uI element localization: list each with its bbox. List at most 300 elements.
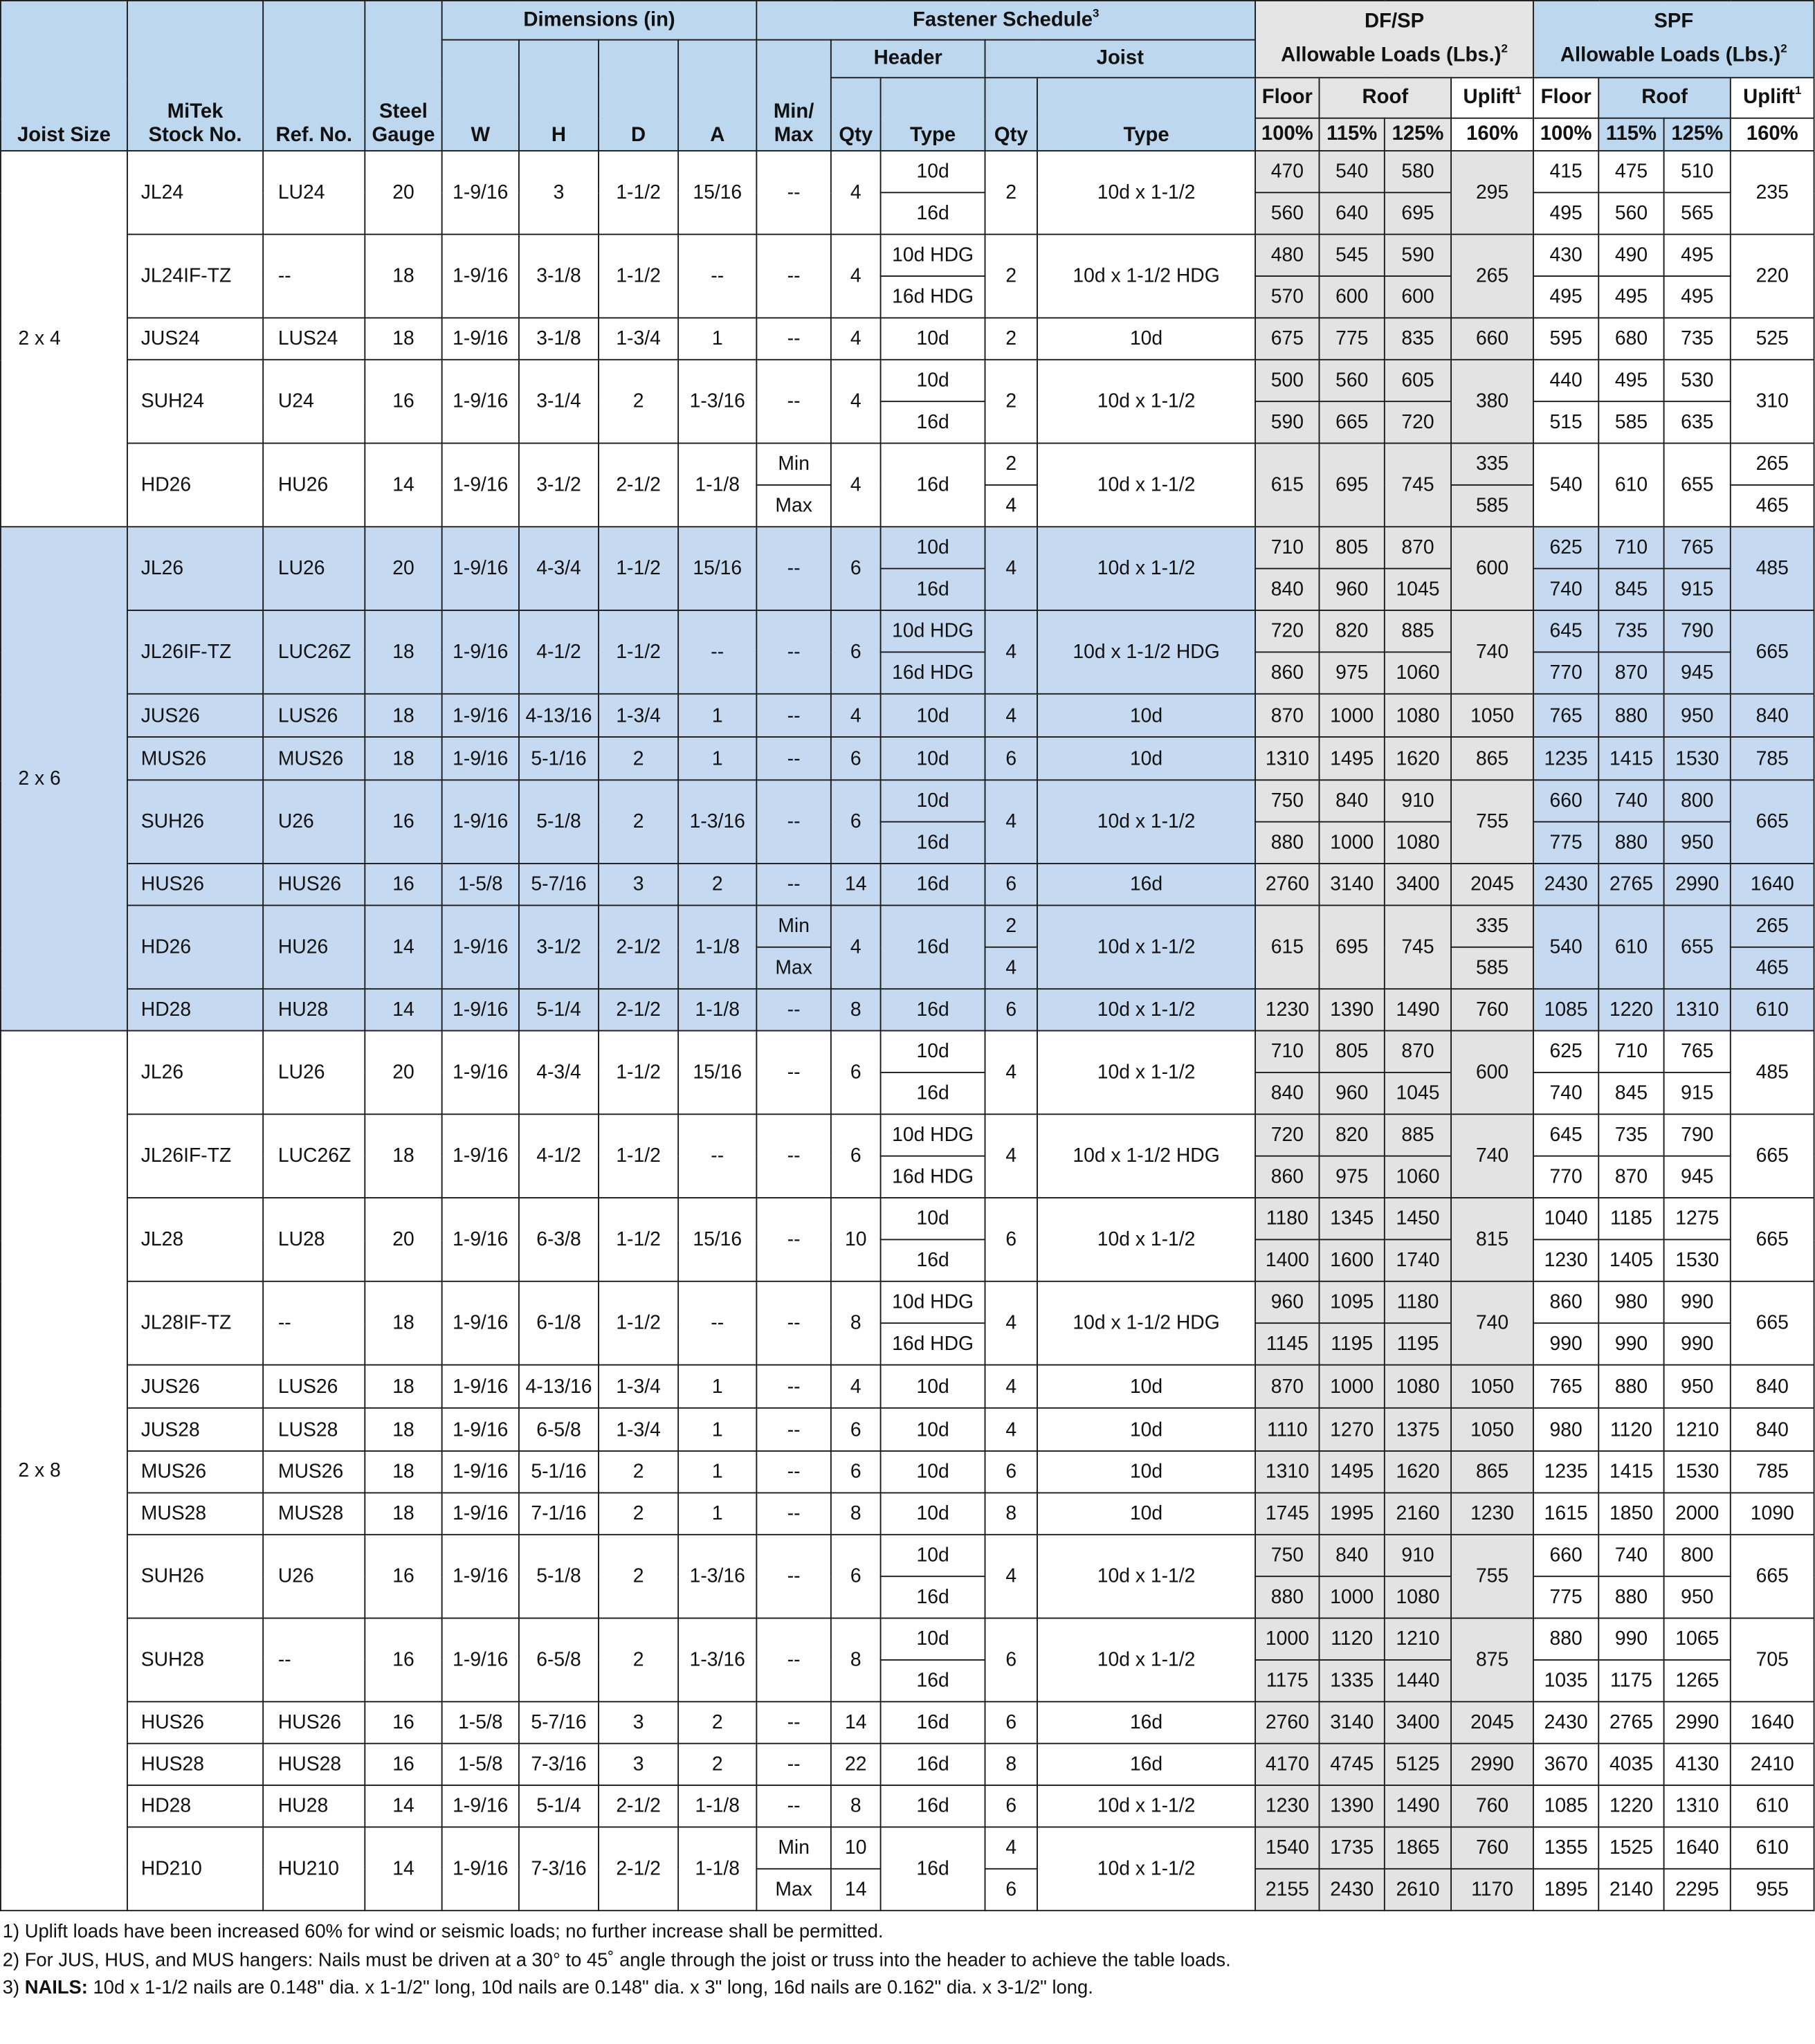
cell-spf-roof-115: 2765 [1598, 1701, 1663, 1743]
cell-dfsp-floor-100: 2760 [1255, 864, 1319, 905]
cell-spf-roof-115: 2765 [1598, 864, 1663, 905]
spf-roof-125: 125% [1664, 118, 1731, 151]
cell-a: 15/16 [678, 151, 756, 235]
cell-spf-roof-115: 990 [1598, 1323, 1663, 1365]
cell-dfsp-roof-125: 1375 [1385, 1408, 1451, 1451]
cell-spf-roof-115: 1415 [1598, 1451, 1663, 1493]
cell-spf-roof-115: 870 [1598, 652, 1663, 693]
table-row [1, 1198, 1814, 1239]
cell-h: 3-1/2 [519, 905, 599, 989]
cell-spf-roof-115: 710 [1598, 1031, 1663, 1073]
fastener-header-group: Header [831, 40, 985, 78]
cell-joist-qty: 6 [985, 989, 1037, 1030]
cell-joist-type: 10d x 1-1/2 [1037, 989, 1255, 1030]
cell-min-max: Max [756, 947, 831, 989]
cell-spf-roof-125: 655 [1664, 444, 1731, 527]
cell-ref-no: HU210 [263, 1827, 365, 1910]
cell-a: 1 [678, 694, 756, 737]
cell-joist-qty: 4 [985, 610, 1037, 694]
cell-spf-roof-125: 510 [1664, 151, 1731, 192]
cell-dfsp-roof-115: 1335 [1320, 1660, 1385, 1701]
cell-d: 3 [599, 1744, 678, 1785]
cell-dfsp-uplift-160: 600 [1451, 527, 1533, 610]
cell-spf-roof-115: 4035 [1598, 1744, 1663, 1785]
cell-spf-roof-115: 870 [1598, 1156, 1663, 1198]
cell-spf-floor-100: 1615 [1533, 1493, 1598, 1534]
cell-joist-type: 10d [1037, 1365, 1255, 1408]
cell-spf-floor-100: 540 [1533, 905, 1598, 989]
cell-spf-floor-100: 1235 [1533, 737, 1598, 780]
cell-a: 2 [678, 1701, 756, 1743]
col-header-qty: Qty [831, 77, 881, 151]
cell-joist-type: 10d x 1-1/2 HDG [1037, 610, 1255, 694]
cell-h: 5-1/4 [519, 1785, 599, 1827]
cell-a: 15/16 [678, 1198, 756, 1281]
cell-d: 1-1/2 [599, 151, 678, 235]
cell-ref-no: LUS26 [263, 694, 365, 737]
cell-dfsp-roof-115: 975 [1320, 652, 1385, 693]
cell-header-type: 10d [881, 318, 985, 359]
cell-min-max: -- [756, 1281, 831, 1365]
dfsp-roof-125: 125% [1385, 118, 1451, 151]
cell-steel-gauge: 18 [365, 1493, 441, 1534]
cell-spf-floor-100: 2430 [1533, 864, 1598, 905]
cell-steel-gauge: 18 [365, 1451, 441, 1493]
cell-spf-floor-100: 980 [1533, 1408, 1598, 1451]
cell-spf-floor-100: 775 [1533, 822, 1598, 864]
cell-h: 4-3/4 [519, 527, 599, 610]
cell-spf-floor-100: 3670 [1533, 1744, 1598, 1785]
table-row [1, 444, 1814, 485]
cell-dfsp-roof-115: 820 [1320, 1114, 1385, 1156]
table-row [1, 235, 1814, 276]
cell-joist-type: 10d x 1-1/2 [1037, 527, 1255, 610]
cell-w: 1-9/16 [442, 610, 519, 694]
cell-min-max: Max [756, 1869, 831, 1910]
cell-dfsp-floor-100: 870 [1255, 694, 1319, 737]
cell-ref-no: LU26 [263, 1031, 365, 1115]
cell-header-type: 10d [881, 1451, 985, 1493]
cell-stock-no: JL24 [127, 151, 263, 235]
cell-spf-floor-100: 990 [1533, 1323, 1598, 1365]
cell-dfsp-uplift-160: 265 [1451, 235, 1533, 318]
cell-joist-type: 10d [1037, 737, 1255, 780]
cell-a: 2 [678, 864, 756, 905]
cell-stock-no: SUH24 [127, 360, 263, 444]
cell-dfsp-uplift-160: 875 [1451, 1618, 1533, 1702]
cell-spf-floor-100: 660 [1533, 1535, 1598, 1576]
cell-joist-type: 16d [1037, 1701, 1255, 1743]
cell-spf-uplift-160: 465 [1731, 485, 1814, 527]
cell-steel-gauge: 18 [365, 235, 441, 318]
footnote-3-prefix: 3) [2, 1978, 25, 1999]
cell-spf-floor-100: 660 [1533, 780, 1598, 821]
cell-ref-no: -- [263, 235, 365, 318]
cell-dfsp-uplift-160: 760 [1451, 989, 1533, 1030]
cell-steel-gauge: 20 [365, 1031, 441, 1115]
cell-joist-qty: 6 [985, 1701, 1037, 1743]
table-body [1, 151, 1814, 1910]
cell-h: 5-1/8 [519, 780, 599, 864]
cell-header-type: 10d [881, 1493, 985, 1534]
cell-joist-qty: 6 [985, 1785, 1037, 1827]
cell-ref-no: -- [263, 1618, 365, 1702]
cell-d: 2 [599, 1451, 678, 1493]
cell-d: 3 [599, 864, 678, 905]
cell-header-qty: 10 [831, 1198, 881, 1281]
steel-gauge-line1: Steel [379, 100, 428, 123]
cell-steel-gauge: 18 [365, 318, 441, 359]
cell-spf-floor-100: 1085 [1533, 1785, 1598, 1827]
cell-header-type: 16d [881, 569, 985, 610]
cell-joist-type: 10d x 1-1/2 [1037, 1785, 1255, 1827]
steel-gauge-line2: Gauge [372, 124, 435, 147]
cell-spf-roof-125: 495 [1664, 276, 1731, 318]
cell-w: 1-9/16 [442, 737, 519, 780]
cell-steel-gauge: 18 [365, 694, 441, 737]
cell-dfsp-roof-125: 605 [1385, 360, 1451, 401]
cell-min-max: Min [756, 1827, 831, 1868]
cell-stock-no: HUS26 [127, 1701, 263, 1743]
cell-min-max: -- [756, 1408, 831, 1451]
cell-joist-type: 10d [1037, 1408, 1255, 1451]
cell-dfsp-roof-115: 1270 [1320, 1408, 1385, 1451]
cell-steel-gauge: 18 [365, 1114, 441, 1198]
cell-w: 1-9/16 [442, 1535, 519, 1618]
table-row [1, 1785, 1814, 1827]
cell-stock-no: HD28 [127, 989, 263, 1030]
cell-min-max: -- [756, 1618, 831, 1702]
cell-dfsp-floor-100: 615 [1255, 905, 1319, 989]
cell-header-type: 16d [881, 905, 985, 989]
cell-dfsp-uplift-160: 2045 [1451, 1701, 1533, 1743]
cell-stock-no: JL26IF-TZ [127, 1114, 263, 1198]
cell-spf-uplift-160: 665 [1731, 610, 1814, 694]
cell-dfsp-roof-125: 1045 [1385, 1073, 1451, 1114]
cell-ref-no: HUS26 [263, 864, 365, 905]
cell-a: 1 [678, 1493, 756, 1534]
cell-dfsp-roof-115: 775 [1320, 318, 1385, 359]
footnote-2-marker-dfsp: 2 [1501, 42, 1508, 55]
cell-h: 4-13/16 [519, 1365, 599, 1408]
cell-spf-roof-115: 845 [1598, 569, 1663, 610]
cell-dfsp-floor-100: 675 [1255, 318, 1319, 359]
cell-dfsp-uplift-160: 600 [1451, 1031, 1533, 1115]
table-row [1, 1744, 1814, 1785]
cell-w: 1-9/16 [442, 318, 519, 359]
cell-spf-uplift-160: 485 [1731, 1031, 1814, 1115]
cell-min-max: -- [756, 1701, 831, 1743]
cell-w: 1-9/16 [442, 905, 519, 989]
cell-min-max: -- [756, 1744, 831, 1785]
cell-min-max: -- [756, 864, 831, 905]
cell-h: 4-1/2 [519, 1114, 599, 1198]
cell-min-max: Min [756, 444, 831, 485]
cell-dfsp-floor-100: 1145 [1255, 1323, 1319, 1365]
cell-steel-gauge: 18 [365, 1365, 441, 1408]
cell-stock-no: JL26 [127, 527, 263, 610]
cell-min-max: Max [756, 485, 831, 527]
cell-dfsp-roof-115: 840 [1320, 780, 1385, 821]
cell-spf-roof-125: 1065 [1664, 1618, 1731, 1660]
cell-d: 1-1/2 [599, 1114, 678, 1198]
table-row [1, 1618, 1814, 1660]
cell-h: 5-7/16 [519, 864, 599, 905]
col-ref-no: Ref. No. [263, 1, 365, 151]
cell-dfsp-floor-100: 860 [1255, 1156, 1319, 1198]
cell-spf-uplift-160: 610 [1731, 1785, 1814, 1827]
cell-dfsp-floor-100: 840 [1255, 569, 1319, 610]
cell-joist-qty: 6 [985, 864, 1037, 905]
cell-d: 1-3/4 [599, 1365, 678, 1408]
cell-stock-no: MUS28 [127, 1493, 263, 1534]
spf-floor-100: 100% [1533, 118, 1598, 151]
cell-header-type: 10d HDG [881, 235, 985, 276]
cell-dfsp-uplift-160: 1050 [1451, 1365, 1533, 1408]
cell-dfsp-roof-115: 960 [1320, 569, 1385, 610]
table-row [1, 1114, 1814, 1156]
cell-spf-floor-100: 495 [1533, 192, 1598, 234]
cell-joist-type: 16d [1037, 1744, 1255, 1785]
cell-a: -- [678, 1114, 756, 1198]
cell-spf-roof-125: 2000 [1664, 1493, 1731, 1534]
cell-spf-roof-115: 1850 [1598, 1493, 1663, 1534]
cell-ref-no: HU28 [263, 1785, 365, 1827]
cell-header-qty: 6 [831, 1535, 881, 1618]
cell-h: 7-3/16 [519, 1827, 599, 1910]
cell-header-qty: 8 [831, 1618, 881, 1702]
cell-ref-no: MUS26 [263, 1451, 365, 1493]
footnote-1-marker-dfsp: 1 [1515, 83, 1522, 97]
cell-joist-type: 10d x 1-1/2 HDG [1037, 235, 1255, 318]
spf-header [1533, 1, 1814, 77]
cell-spf-roof-115: 880 [1598, 822, 1663, 864]
cell-h: 3 [519, 151, 599, 235]
table-row [1, 610, 1814, 652]
cell-spf-roof-125: 4130 [1664, 1744, 1731, 1785]
cell-spf-uplift-160: 955 [1731, 1869, 1814, 1910]
cell-spf-floor-100: 765 [1533, 694, 1598, 737]
cell-dfsp-roof-115: 560 [1320, 360, 1385, 401]
cell-header-qty: 6 [831, 1408, 881, 1451]
cell-d: 1-3/4 [599, 318, 678, 359]
cell-joist-qty: 2 [985, 235, 1037, 318]
cell-dfsp-roof-115: 695 [1320, 905, 1385, 989]
cell-spf-roof-115: 495 [1598, 360, 1663, 401]
cell-steel-gauge: 20 [365, 1198, 441, 1281]
cell-stock-no: JUS26 [127, 1365, 263, 1408]
cell-a: 15/16 [678, 527, 756, 610]
cell-spf-uplift-160: 785 [1731, 737, 1814, 780]
cell-spf-uplift-160: 220 [1731, 235, 1814, 318]
cell-joist-type: 10d x 1-1/2 [1037, 780, 1255, 864]
cell-ref-no: LUS28 [263, 1408, 365, 1451]
cell-dfsp-roof-125: 885 [1385, 1114, 1451, 1156]
dimensions-header: Dimensions (in) [442, 1, 757, 40]
cell-header-type: 16d [881, 1701, 985, 1743]
cell-a: -- [678, 1281, 756, 1365]
cell-d: 2-1/2 [599, 1827, 678, 1910]
cell-h: 3-1/8 [519, 318, 599, 359]
cell-a: 1-1/8 [678, 1827, 756, 1910]
cell-dfsp-floor-100: 1310 [1255, 737, 1319, 780]
cell-joist-type: 16d [1037, 864, 1255, 905]
table-row [1, 1408, 1814, 1451]
cell-header-qty: 6 [831, 1451, 881, 1493]
cell-spf-roof-125: 530 [1664, 360, 1731, 401]
cell-joist-qty: 4 [985, 694, 1037, 737]
cell-min-max: -- [756, 1114, 831, 1198]
spf-roof: Roof [1598, 77, 1731, 118]
cell-header-type: 16d [881, 989, 985, 1030]
cell-header-qty: 4 [831, 360, 881, 444]
cell-stock-no: SUH26 [127, 1535, 263, 1618]
cell-stock-no: SUH26 [127, 780, 263, 864]
cell-dfsp-roof-125: 1210 [1385, 1618, 1451, 1660]
cell-stock-no: JL24IF-TZ [127, 235, 263, 318]
cell-ref-no: U24 [263, 360, 365, 444]
table-row [1, 1827, 1814, 1868]
cell-spf-floor-100: 2430 [1533, 1701, 1598, 1743]
cell-joist-type: 10d x 1-1/2 [1037, 360, 1255, 444]
cell-w: 1-9/16 [442, 235, 519, 318]
cell-joist-type: 10d x 1-1/2 [1037, 151, 1255, 235]
cell-spf-floor-100: 765 [1533, 1365, 1598, 1408]
table-row [1, 1365, 1814, 1408]
cell-min-max: -- [756, 1198, 831, 1281]
cell-spf-roof-115: 475 [1598, 151, 1663, 192]
cell-dfsp-roof-115: 640 [1320, 192, 1385, 234]
cell-dfsp-roof-115: 1345 [1320, 1198, 1385, 1239]
cell-header-qty: 4 [831, 235, 881, 318]
cell-header-type: 16d [881, 864, 985, 905]
cell-dfsp-roof-115: 1095 [1320, 1281, 1385, 1323]
cell-w: 1-9/16 [442, 1365, 519, 1408]
cell-header-type: 16d HDG [881, 652, 985, 693]
cell-d: 2 [599, 1535, 678, 1618]
cell-dfsp-floor-100: 720 [1255, 1114, 1319, 1156]
cell-w: 1-9/16 [442, 1198, 519, 1281]
cell-dfsp-roof-115: 3140 [1320, 1701, 1385, 1743]
cell-w: 1-9/16 [442, 527, 519, 610]
mitek-stock-line1: MiTek [167, 100, 224, 123]
cell-spf-uplift-160: 525 [1731, 318, 1814, 359]
table-row [1, 1535, 1814, 1576]
cell-dfsp-roof-115: 805 [1320, 1031, 1385, 1073]
cell-header-type: 16d [881, 1785, 985, 1827]
dfsp-roof-115: 115% [1320, 118, 1385, 151]
cell-spf-roof-125: 950 [1664, 694, 1731, 737]
cell-joist-qty: 4 [985, 1535, 1037, 1618]
cell-a: -- [678, 610, 756, 694]
cell-spf-roof-125: 2990 [1664, 864, 1731, 905]
cell-joist-size: 2 x 6 [1, 527, 127, 1030]
cell-dfsp-roof-125: 745 [1385, 444, 1451, 527]
footnote-1: 1) Uplift loads have been increased 60% for wind or seismic loads; no further increase shall be permitted. [2, 1922, 884, 1943]
cell-dfsp-roof-125: 870 [1385, 527, 1451, 568]
dfsp-allowable-label: Allowable Loads (Lbs.) [1281, 44, 1502, 67]
cell-steel-gauge: 18 [365, 1408, 441, 1451]
cell-spf-roof-125: 765 [1664, 527, 1731, 568]
cell-dfsp-floor-100: 1230 [1255, 1785, 1319, 1827]
cell-dfsp-roof-125: 695 [1385, 192, 1451, 234]
cell-spf-roof-125: 945 [1664, 652, 1731, 693]
cell-stock-no: JUS28 [127, 1408, 263, 1451]
cell-spf-roof-125: 2990 [1664, 1701, 1731, 1743]
cell-a: -- [678, 235, 756, 318]
cell-spf-floor-100: 740 [1533, 569, 1598, 610]
cell-dfsp-roof-115: 840 [1320, 1535, 1385, 1576]
cell-h: 4-1/2 [519, 610, 599, 694]
table-row [1, 780, 1814, 821]
cell-header-qty: 8 [831, 1281, 881, 1365]
cell-dfsp-floor-100: 1745 [1255, 1493, 1319, 1534]
cell-steel-gauge: 16 [365, 1744, 441, 1785]
cell-spf-roof-115: 2140 [1598, 1869, 1663, 1910]
cell-spf-roof-115: 1525 [1598, 1827, 1663, 1868]
cell-dfsp-uplift-160: 2990 [1451, 1744, 1533, 1785]
cell-joist-qty: 6 [985, 1869, 1037, 1910]
table-row [1, 694, 1814, 737]
cell-w: 1-9/16 [442, 989, 519, 1030]
cell-header-qty: 14 [831, 864, 881, 905]
cell-dfsp-roof-125: 1080 [1385, 1576, 1451, 1618]
cell-h: 5-1/4 [519, 989, 599, 1030]
cell-w: 1-9/16 [442, 1451, 519, 1493]
cell-min-max: -- [756, 737, 831, 780]
dfsp-floor-100: 100% [1255, 118, 1319, 151]
cell-spf-floor-100: 415 [1533, 151, 1598, 192]
cell-joist-qty: 4 [985, 1365, 1037, 1408]
cell-spf-roof-115: 740 [1598, 1535, 1663, 1576]
cell-spf-roof-115: 1175 [1598, 1660, 1663, 1701]
cell-d: 2 [599, 1618, 678, 1702]
cell-ref-no: HU26 [263, 905, 365, 989]
cell-header-qty: 4 [831, 444, 881, 527]
cell-dfsp-floor-100: 1230 [1255, 989, 1319, 1030]
cell-d: 2 [599, 1493, 678, 1534]
cell-dfsp-roof-115: 545 [1320, 235, 1385, 276]
cell-d: 2 [599, 360, 678, 444]
cell-header-type: 10d [881, 1198, 985, 1239]
cell-dfsp-uplift-160: 380 [1451, 360, 1533, 444]
cell-joist-type: 10d [1037, 694, 1255, 737]
cell-dfsp-roof-115: 820 [1320, 610, 1385, 652]
dfsp-roof: Roof [1320, 77, 1452, 118]
cell-a: 1 [678, 1451, 756, 1493]
col-header-type: Type [881, 77, 985, 151]
cell-header-qty: 6 [831, 737, 881, 780]
cell-header-type: 16d [881, 1827, 985, 1910]
cell-dfsp-floor-100: 1400 [1255, 1239, 1319, 1281]
cell-dfsp-roof-125: 1440 [1385, 1660, 1451, 1701]
footnotes [0, 1911, 1762, 2003]
cell-steel-gauge: 18 [365, 737, 441, 780]
cell-spf-uplift-160: 1090 [1731, 1493, 1814, 1534]
cell-spf-roof-125: 1530 [1664, 737, 1731, 780]
cell-min-max: -- [756, 1031, 831, 1115]
cell-stock-no: JUS24 [127, 318, 263, 359]
min-max-line2: Max [774, 124, 814, 147]
cell-steel-gauge: 16 [365, 864, 441, 905]
cell-w: 1-9/16 [442, 1408, 519, 1451]
cell-dfsp-roof-115: 975 [1320, 1156, 1385, 1198]
cell-a: 1-1/8 [678, 989, 756, 1030]
cell-spf-roof-125: 915 [1664, 1073, 1731, 1114]
cell-dfsp-floor-100: 590 [1255, 401, 1319, 443]
cell-joist-type: 10d [1037, 1451, 1255, 1493]
cell-header-type: 10d HDG [881, 1281, 985, 1323]
